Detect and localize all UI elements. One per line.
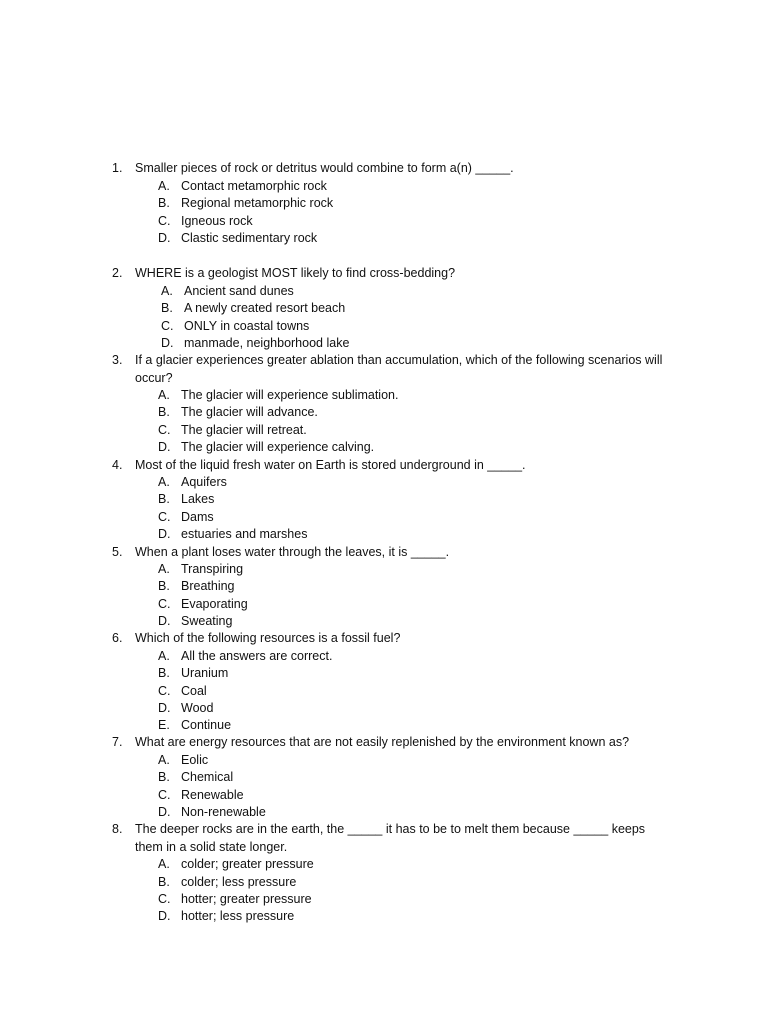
- option-text: Renewable: [181, 788, 244, 802]
- option-text: Regional metamorphic rock: [181, 196, 334, 210]
- question-text: WHERE is a geologist MOST likely to find cross-bedding?: [135, 266, 456, 280]
- option-letter: A.: [158, 179, 170, 193]
- option-text: colder; greater pressure: [181, 857, 314, 871]
- option-text: manmade, neighborhood lake: [184, 336, 350, 350]
- option-letter: B.: [158, 492, 170, 506]
- option-text: Evaporating: [181, 597, 248, 611]
- option-letter: A.: [158, 649, 170, 663]
- option-letter: D.: [158, 701, 171, 715]
- question-text: The deeper rocks are in the earth, the _____ it has to be to melt them because _____ keeps: [135, 822, 646, 836]
- option-text: Coal: [181, 684, 207, 698]
- option-text: Contact metamorphic rock: [181, 179, 327, 193]
- option-text: All the answers are correct.: [181, 649, 333, 663]
- option-letter: C.: [158, 423, 171, 437]
- option-letter: A.: [158, 753, 170, 767]
- option-letter: B.: [158, 770, 170, 784]
- option-text: Continue: [181, 718, 232, 732]
- question-number: 5.: [112, 545, 123, 559]
- option-letter: B.: [158, 196, 170, 210]
- question-text: When a plant loses water through the leaves, it is _____.: [135, 545, 450, 559]
- question-number: 2.: [112, 266, 123, 280]
- option-text: The glacier will experience sublimation.: [181, 388, 399, 402]
- option-letter: C.: [158, 684, 171, 698]
- question-number: 6.: [112, 631, 123, 645]
- option-text: estuaries and marshes: [181, 527, 308, 541]
- option-letter: A.: [158, 562, 170, 576]
- question-text: What are energy resources that are not easily replenished by the environment known as?: [135, 735, 630, 749]
- option-letter: B.: [161, 301, 173, 315]
- option-letter: B.: [158, 579, 170, 593]
- option-letter: C.: [158, 597, 171, 611]
- option-letter: B.: [158, 405, 170, 419]
- option-text: A newly created resort beach: [184, 301, 346, 315]
- question-number: 3.: [112, 353, 123, 367]
- option-text: Uranium: [181, 666, 229, 680]
- option-letter: D.: [158, 805, 171, 819]
- question-text: Most of the liquid fresh water on Earth is stored underground in _____.: [135, 458, 526, 472]
- question-number: 7.: [112, 735, 123, 749]
- option-text: hotter; greater pressure: [181, 892, 312, 906]
- option-text: The glacier will retreat.: [181, 423, 307, 437]
- option-letter: A.: [158, 475, 170, 489]
- question-number: 4.: [112, 458, 123, 472]
- question-text: Which of the following resources is a fossil fuel?: [135, 631, 401, 645]
- option-text: ONLY in coastal towns: [184, 319, 310, 333]
- option-text: Clastic sedimentary rock: [181, 231, 318, 245]
- option-text: Chemical: [181, 770, 234, 784]
- option-letter: C.: [161, 319, 174, 333]
- option-text: Lakes: [181, 492, 215, 506]
- option-text: Sweating: [181, 614, 233, 628]
- option-text: Transpiring: [181, 562, 244, 576]
- option-letter: A.: [158, 388, 170, 402]
- option-letter: B.: [158, 666, 170, 680]
- option-letter: C.: [158, 214, 171, 228]
- option-letter: A.: [161, 284, 173, 298]
- option-letter: A.: [158, 857, 170, 871]
- option-letter: D.: [158, 440, 171, 454]
- option-letter: C.: [158, 892, 171, 906]
- option-letter: C.: [158, 510, 171, 524]
- option-letter: D.: [158, 231, 171, 245]
- option-letter: D.: [161, 336, 174, 350]
- option-text: Wood: [181, 701, 214, 715]
- option-text: Dams: [181, 510, 214, 524]
- option-text: Ancient sand dunes: [184, 284, 294, 298]
- option-letter: B.: [158, 875, 170, 889]
- option-text: hotter; less pressure: [181, 909, 295, 923]
- option-letter: C.: [158, 788, 171, 802]
- option-letter: E.: [158, 718, 170, 732]
- option-text: Eolic: [181, 753, 209, 767]
- option-letter: D.: [158, 614, 171, 628]
- option-text: The glacier will experience calving.: [181, 440, 375, 454]
- option-text: Igneous rock: [181, 214, 253, 228]
- option-text: Aquifers: [181, 475, 227, 489]
- question-number: 1.: [112, 161, 123, 175]
- option-text: Non-renewable: [181, 805, 266, 819]
- question-text: occur?: [135, 371, 173, 385]
- option-letter: D.: [158, 527, 171, 541]
- question-text: them in a solid state longer.: [135, 840, 288, 854]
- option-text: The glacier will advance.: [181, 405, 318, 419]
- option-text: colder; less pressure: [181, 875, 297, 889]
- question-number: 8.: [112, 822, 123, 836]
- option-text: Breathing: [181, 579, 235, 593]
- option-letter: D.: [158, 909, 171, 923]
- question-text: If a glacier experiences greater ablation than accumulation, which of the following scenarios will: [135, 353, 663, 367]
- question-text: Smaller pieces of rock or detritus would combine to form a(n) _____.: [135, 161, 514, 175]
